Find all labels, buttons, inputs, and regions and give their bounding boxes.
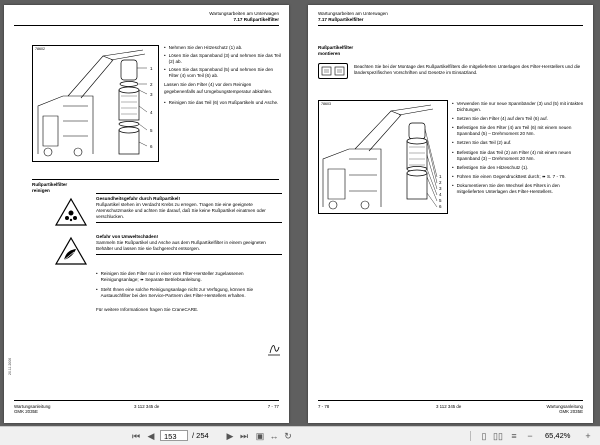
- footer-manual-name: Wartungsanleitung: [546, 403, 583, 409]
- footer-page-number: 7 - 77: [267, 404, 279, 410]
- list-item: • Befestigen Sie das Teil (2) am Filter (4) mit einem neuen Spannband (3) – Drehmoment 20 Nm.: [452, 150, 586, 162]
- list-item: • Befestigen Sie den Hitzeschutz (1).: [452, 164, 529, 170]
- toolbar-separator: [470, 431, 471, 441]
- zoom-level-label[interactable]: 65,42%: [545, 431, 571, 440]
- fit-page-icon[interactable]: ▣: [255, 430, 265, 441]
- single-page-icon[interactable]: ▯: [481, 430, 487, 441]
- list-item-text: Setzen Sie das Teil (2) auf.: [456, 140, 512, 146]
- cooling-note: Lassen Sie den Filter (4) vor dem Reinigen gegebenenfalls auf Umgebungstemperatur abkühlen.: [164, 82, 273, 94]
- callout-6: 6: [150, 144, 153, 149]
- callout-5: 5: [439, 198, 442, 203]
- facing-pages-icon[interactable]: ▯▯: [493, 430, 503, 441]
- section-rule: [32, 179, 279, 180]
- list-item: • Reinigen Sie den Filter nur in einer vom Filter-Hersteller zugelassenen Reinigungsanlage; ➠ Separate Betriebsanleitung.: [96, 271, 282, 283]
- list-item-text: Nehmen Sie den Hitzeschutz (1) ab.: [168, 45, 243, 50]
- callout-1: 1: [150, 66, 153, 71]
- figure-label: 78603: [321, 102, 331, 106]
- right-document-page: [308, 5, 593, 423]
- header-rule: [318, 25, 583, 26]
- filter-exploded-illustration: [33, 46, 158, 161]
- footer-doc-number: 3 112 345 de: [134, 404, 160, 410]
- header-rule: [14, 25, 279, 26]
- list-item-text: Lösen Sie das Spannband (5) und nehmen Sie den Filter (4) vom Teil (6) ab.: [168, 67, 274, 79]
- footer-manual-name: Wartungsanleitung: [14, 403, 51, 409]
- list-item-text: Lösen Sie das Spannband (3) und nehmen Sie das Teil (2) ab.: [168, 53, 281, 65]
- footer-doc-number: 3 112 345 de: [436, 404, 462, 410]
- left-document-page: [4, 5, 289, 423]
- environment-warning-icon: [54, 236, 88, 266]
- list-item-text: Dokumentieren Sie den Wechsel des Filters in den mitgelieferten Unterlagen des Filter-Herstellers.: [456, 182, 560, 195]
- zoom-in-icon[interactable]: +: [585, 431, 591, 441]
- callout-2: 2: [439, 180, 442, 185]
- list-item-text: Setzen Sie den Filter (4) auf dem Teil (6) auf.: [456, 116, 548, 122]
- side-print-date: 20.11.2006: [8, 357, 12, 375]
- list-item: • Lösen Sie das Spannband (5) und nehmen Sie den Filter (4) vom Teil (6) ab.: [164, 67, 282, 79]
- header-section: 7.17 Rußpartikelfilter: [233, 17, 279, 22]
- footer-page-number: 7 - 78: [318, 404, 330, 410]
- section-title-line2: reinigen: [32, 188, 50, 194]
- header-section: 7.17 Rußpartikelfilter: [318, 17, 364, 22]
- first-page-icon[interactable]: ⏮: [131, 430, 141, 441]
- list-item: • Setzen Sie das Teil (2) auf.: [452, 140, 512, 146]
- callout-1: 1: [439, 174, 442, 179]
- figure-label: 78602: [35, 47, 45, 51]
- list-item: • Dokumentieren Sie den Wechsel des Filters in den mitgelieferten Unterlagen des Filter-Herstellers.: [452, 183, 586, 195]
- total-pages-label: / 254: [192, 431, 209, 440]
- callout-4: 4: [150, 110, 153, 115]
- intro-text: Beachten Sie bei der Montage des Rußpartikelfilters die mitgelieferten Unterlagen des Filter-Herstellers und die länderspezifischen Vorschriften und Gesetze im Einsatzland.: [354, 64, 581, 76]
- signature-mark-icon: [266, 341, 282, 357]
- footer-model: GMK 2035E: [559, 409, 583, 415]
- page-header: [318, 11, 388, 23]
- prev-page-icon[interactable]: ◀: [147, 430, 155, 441]
- list-item-text: Befestigen Sie den Filter (4) am Teil (6) mit einem neuen Spannband (5) – Drehmoment 20 Nm.: [456, 125, 572, 137]
- warning-title: Gefahr von Umweltschäden!: [96, 234, 159, 239]
- removal-steps: [164, 45, 282, 106]
- section-title-line2: montieren: [318, 51, 341, 57]
- footer-rule: [318, 400, 583, 401]
- section-title: [318, 45, 353, 57]
- list-item: • Lösen Sie das Spannband (3) und nehmen Sie das Teil (2) ab.: [164, 53, 281, 65]
- fit-width-icon[interactable]: ↔: [269, 431, 279, 441]
- last-page-icon[interactable]: ⏭: [239, 430, 249, 441]
- list-item-text: Reinigen Sie den Filter nur in einer vom Filter-Hersteller zugelassenen Reinigungsanlage; ➠ Separate Betriebsanleitung.: [100, 271, 244, 283]
- list-item-text: Befestigen Sie den Hitzeschutz (1).: [456, 164, 529, 170]
- list-item: • Steht Ihnen eine solche Reinigungsanlage nicht zur Verfügung, können Sie Austauschfilter bei den Service-Partnern des Filter-Herstellers erhalten.: [96, 287, 282, 299]
- list-item: • Nehmen Sie den Hitzeschutz (1) ab.: [164, 45, 243, 50]
- list-item-text: Reinigen Sie das Teil (6) von Rußpartikeln und Asche.: [168, 99, 279, 105]
- warning-text: Rußpartikel stehen im Verdacht Krebs zu erregen. Tragen Sie eine geeignete Atemschutzmaske und achten Sie darauf, daß Sie keine Rußpartikel einatmen oder verschlucken.: [96, 202, 266, 220]
- warning-title: Gesundheitsgefahr durch Rußpartikel!: [96, 196, 180, 201]
- list-item-text: Führen Sie einen Gegendruckttest durch; ➠ S. 7 - 79.: [456, 173, 566, 179]
- figure-filter-removal: [32, 45, 159, 162]
- callout-6: 6: [439, 204, 442, 209]
- callout-3: 3: [439, 186, 442, 191]
- callout-2: 2: [150, 82, 153, 87]
- next-page-icon[interactable]: ▶: [226, 430, 234, 441]
- more-info-text: Für weitere Informationen fragen Sie CraneCARE.: [96, 307, 199, 313]
- page-number-input[interactable]: 153: [160, 430, 188, 441]
- list-item-text: Befestigen Sie das Teil (2) am Filter (4) mit einem neuen Spannband (3) – Drehmoment 20 Nm.: [456, 149, 572, 161]
- warning-text: Sammeln Sie Rußpartikel und Asche aus dem Rußpartikelfilter in einem geeigneten Behälter und lassen Sie sie fachgerecht entsorgen.: [96, 240, 266, 252]
- list-item: • Reinigen Sie das Teil (6) von Rußpartikeln und Asche.: [164, 99, 279, 105]
- environment-warning-box: [96, 232, 282, 255]
- figure-filter-installation: [318, 100, 448, 214]
- footer-model: GMK 2035E: [14, 409, 38, 415]
- filter-assembly-illustration: [319, 101, 447, 213]
- page-header: [209, 11, 279, 23]
- cleaning-instructions: [96, 271, 282, 313]
- health-warning-box: [96, 193, 282, 223]
- list-item: • Setzen Sie den Filter (4) auf dem Teil (6) auf.: [452, 116, 548, 122]
- rotate-icon[interactable]: ↻: [284, 430, 292, 441]
- list-item-text: Steht Ihnen eine solche Reinigungsanlage nicht zur Verfügung, können Sie Austauschfilter bei den Service-Partnern des Filter-Herstellers erhalten.: [100, 287, 254, 299]
- section-title-line1: Rußpartikelfilter: [318, 45, 354, 50]
- installation-steps: [452, 101, 586, 195]
- list-item-text: Verwenden Sie nur neue Spannbänder (3) und (5) mit intakten Dichtungen.: [456, 101, 584, 113]
- zoom-out-icon[interactable]: −: [527, 431, 533, 441]
- list-item: • Führen Sie einen Gegendruckttest durch; ➠ S. 7 - 79.: [452, 173, 566, 179]
- callout-5: 5: [150, 128, 153, 133]
- callout-4: 4: [439, 192, 442, 197]
- section-title-line1: Rußpartikelfilter: [32, 182, 68, 187]
- header-chapter: Wartungsarbeiten am Unterwagen: [209, 11, 279, 16]
- header-chapter: Wartungsarbeiten am Unterwagen: [318, 11, 388, 16]
- list-item: • Verwenden Sie nur neue Spannbänder (3) und (5) mit intakten Dichtungen.: [452, 101, 586, 113]
- viewer-toolbar: [0, 426, 600, 445]
- callout-3: 3: [150, 92, 153, 97]
- section-title: [32, 182, 67, 194]
- manual-reference-icon: [318, 63, 348, 79]
- list-item: • Befestigen Sie den Filter (4) am Teil (6) mit einem neuen Spannband (5) – Drehmoment 20 Nm.: [452, 125, 586, 137]
- continuous-icon[interactable]: ≡: [511, 431, 517, 441]
- footer-rule: [14, 400, 279, 401]
- health-warning-icon: [54, 197, 88, 227]
